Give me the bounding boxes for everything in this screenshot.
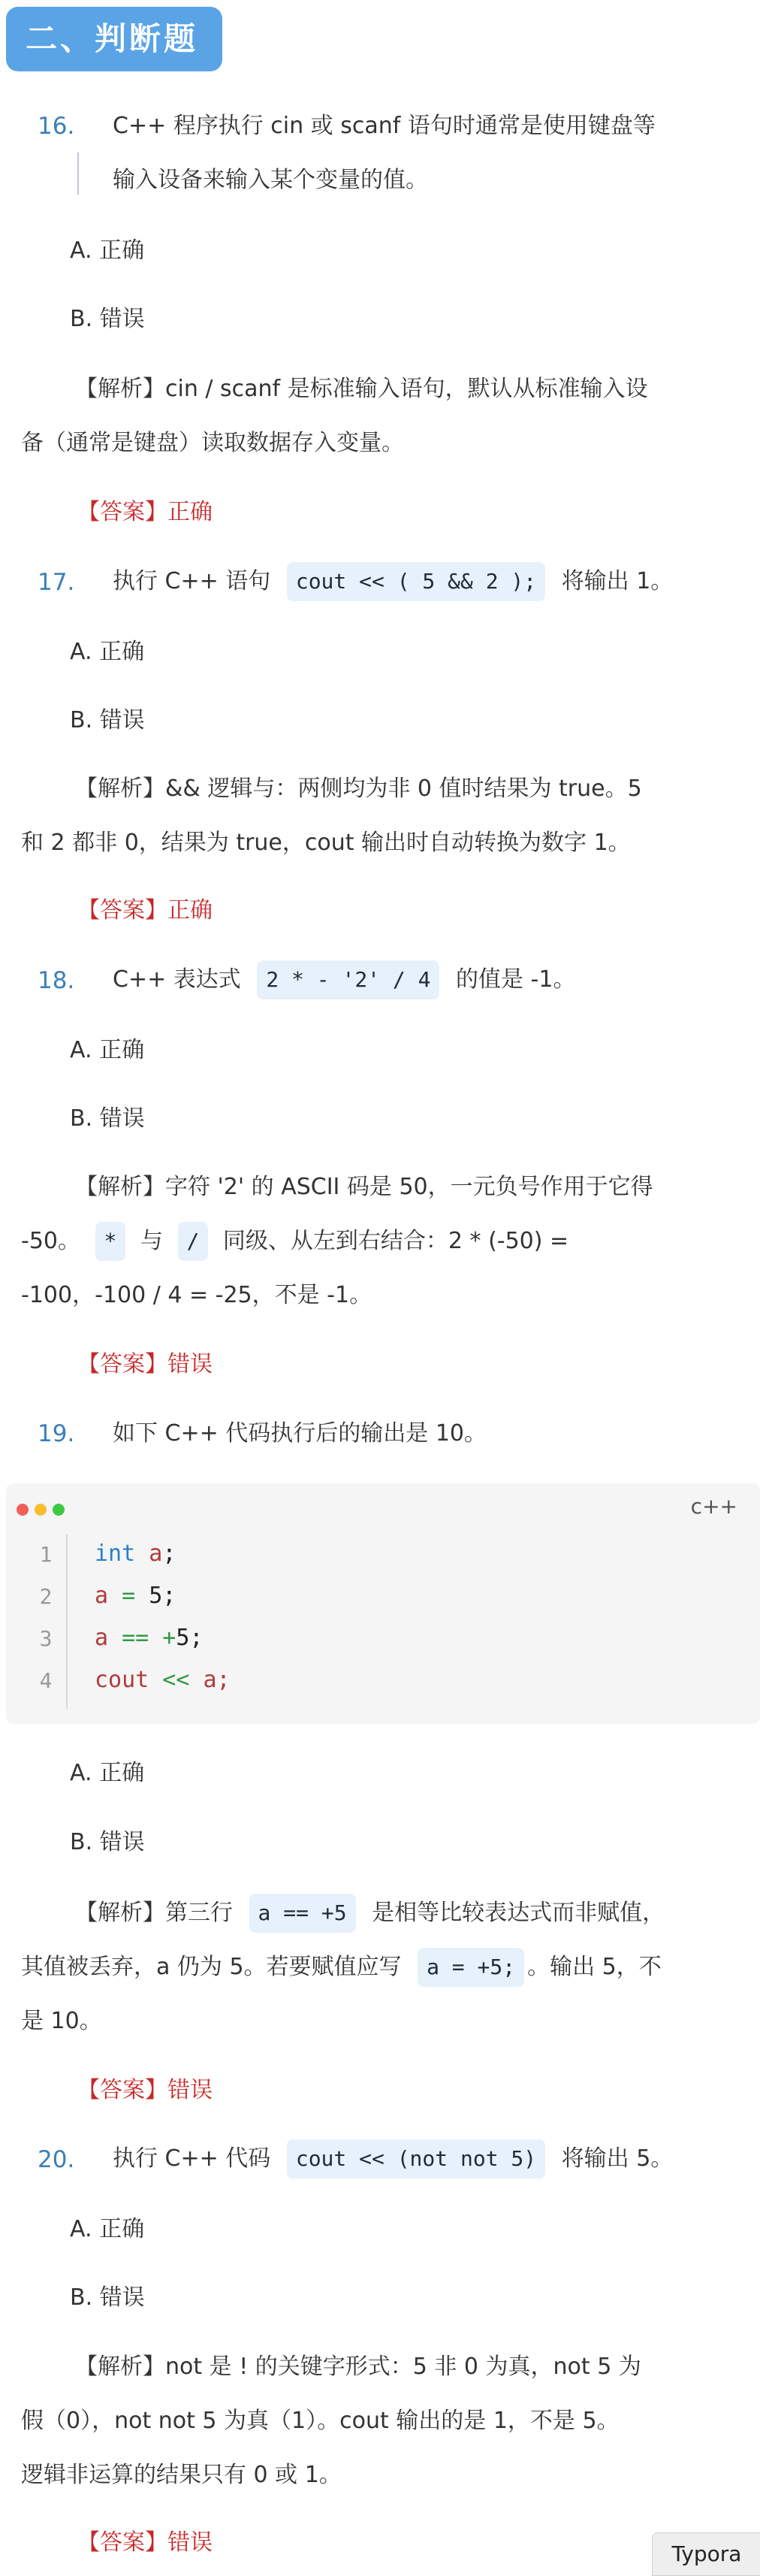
option-b: B. 错误 [70,1829,145,1855]
explanation: 【解析】cin / scanf 是标准输入语句，默认从标准输入设 备（通常是键盘）读取数据存入变量。 [21,376,648,456]
question-number: 16. [38,113,75,140]
inline-code: / [178,1222,209,1261]
question-number: 20. [38,2146,75,2173]
answer: 【答案】错误 [77,1351,213,1377]
code-line: int a; [95,1540,176,1567]
code-language-label: c++ [690,1494,737,1519]
option-b: B. 错误 [70,306,145,332]
code-block [6,1483,760,1724]
app-badge[interactable]: Typora [652,2532,760,2576]
option-b: B. 错误 [70,2284,145,2311]
option-a: A. 正确 [70,639,145,665]
code-line: a = 5; [95,1583,176,1609]
explanation: 【解析】not 是 ! 的关键字形式：5 非 0 为真，not 5 为 假（0），not not 5 为真（1）。cout 输出的是 1，不是 5。 逻辑非运算的结果只有 0 或 1。 [21,2354,641,2488]
question-text: 执行 C++ 代码 cout << (not not 5) 将输出 5。 [113,2139,673,2178]
inline-code: 2 * - '2' / 4 [257,960,439,999]
line-number: 2 [39,1584,53,1609]
option-a: A. 正确 [70,1037,145,1063]
question-text: 如下 C++ 代码执行后的输出是 10。 [113,1420,487,1447]
question-number: 18. [38,967,75,994]
quote-bar [77,153,79,195]
line-number: 1 [39,1542,53,1567]
question-text: 执行 C++ 语句 cout << ( 5 && 2 ); 将输出 1。 [113,562,673,601]
inline-code: cout << ( 5 && 2 ); [287,562,545,601]
question-text: 输入设备来输入某个变量的值。 [113,167,428,193]
window-maximize-dot-icon [53,1504,65,1516]
option-a: A. 正确 [70,237,145,264]
explanation: 【解析】第三行 a == +5 是相等比较表达式而非赋值， 其值被丢弃，a 仍为 5。若要赋值应写 a = +5; 。输出 5，不 是 10。 [21,1886,734,2048]
answer: 【答案】错误 [77,2077,213,2103]
inline-code: * [95,1222,126,1261]
window-close-dot-icon [17,1504,29,1516]
line-number: 4 [39,1668,53,1693]
option-b: B. 错误 [70,707,145,733]
question-text: C++ 表达式 2 * - '2' / 4 的值是 -1。 [113,960,575,999]
line-number: 3 [39,1626,53,1651]
question-number: 17. [38,569,75,596]
question-number: 19. [38,1420,75,1447]
option-a: A. 正确 [70,1760,145,1786]
line-number-divider [66,1534,68,1709]
answer: 【答案】错误 [77,2529,213,2556]
question-text: C++ 程序执行 cin 或 scanf 语句时通常是使用键盘等 [113,113,656,139]
code-line: a == +5; [95,1625,204,1651]
answer: 【答案】正确 [77,897,213,924]
code-line: cout << a; [95,1667,231,1693]
inline-code: cout << (not not 5) [287,2139,545,2178]
answer: 【答案】正确 [77,499,213,525]
window-minimize-dot-icon [35,1504,47,1516]
option-b: B. 错误 [70,1105,145,1132]
inline-code: a = +5; [418,1948,524,1987]
explanation: 【解析】&& 逻辑与：两侧均为非 0 值时结果为 true。5 和 2 都非 0，结果为 true，cout 输出时自动转换为数字 1。 [21,776,642,856]
option-a: A. 正确 [70,2216,145,2242]
explanation: 【解析】字符 '2' 的 ASCII 码是 50，一元负号作用于它得 -50。 * 与 / 同级、从左到右结合：2 * (-50) = -100，-100 / 4 = -25，不是 -1。 [21,1174,653,1308]
section-title: 二、判断题 [6,7,222,71]
inline-code: a == +5 [249,1894,356,1933]
